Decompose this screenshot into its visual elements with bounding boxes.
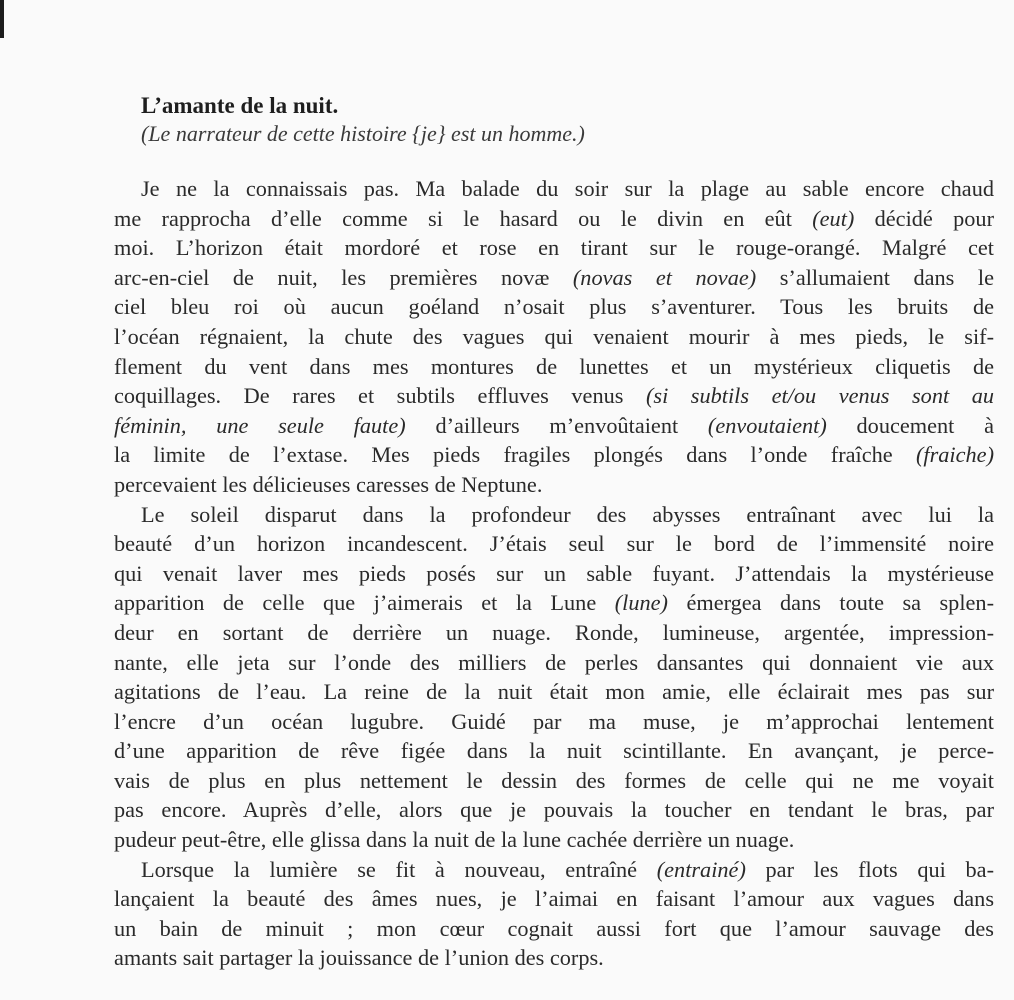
text-run: apparition de celle que j’aimerais et la Lune <box>114 590 615 616</box>
text-line <box>114 352 994 382</box>
text-line <box>114 943 994 973</box>
text-run: Le soleil disparut dans la profondeur des abysses entraînant avec lui la <box>141 501 994 527</box>
correction-note: (lune) <box>614 590 668 616</box>
text-run: ciel bleu roi où aucun goéland n’osait plus s’aventurer. Tous les bruits de <box>114 294 994 320</box>
text-line <box>114 648 994 678</box>
text-line <box>114 411 994 441</box>
text-run: pas encore. Auprès d’elle, alors que je pouvais la toucher en tendant le bras, par <box>114 797 994 823</box>
correction-note: (fraiche) <box>915 442 994 468</box>
text-run: la limite de l’extase. Mes pieds fragiles plongés dans l’onde fraîche <box>114 442 916 468</box>
text-line <box>114 884 994 914</box>
text-run: un bain de minuit ; mon cœur cognait aussi fort que l’amour sauvage des <box>114 915 994 941</box>
text-run: amants sait partager la jouissance de l’union des corps. <box>114 945 604 971</box>
text-run: vais de plus en plus nettement le dessin des formes de celle qui ne me voyait <box>114 767 994 793</box>
correction-note: féminin, une seule faute) <box>114 412 406 438</box>
scan-edge-mark <box>0 0 4 38</box>
text-run: par les flots qui ba- <box>745 856 995 882</box>
correction-note: (si subtils et/ou venus sont au <box>645 383 995 409</box>
text-line <box>114 174 994 204</box>
text-line <box>114 795 994 825</box>
correction-note: (entrainé) <box>656 856 746 882</box>
text-run: me rapprocha d’elle comme si le hasard ou le divin en eût <box>114 205 813 231</box>
text-run: lançaient la beauté des âmes nues, je l’aimai en faisant l’amour aux vagues dans <box>114 886 994 912</box>
correction-note: (eut) <box>812 205 855 231</box>
text-run: l’océan régnaient, la chute des vagues qui venaient mourir à mes pieds, le sif- <box>114 323 994 349</box>
paragraph <box>114 174 994 500</box>
text-run: d’ailleurs m’envoûtaient <box>405 412 708 438</box>
text-line <box>114 322 994 352</box>
text-line <box>114 677 994 707</box>
text-run: doucement à <box>826 412 994 438</box>
text-run: agitations de l’eau. La reine de la nuit était mon amie, elle éclairait mes pas sur <box>114 679 994 705</box>
text-run: coquillages. De rares et subtils effluves venus <box>114 383 646 409</box>
text-line <box>114 707 994 737</box>
paragraph <box>114 500 994 855</box>
text-run: flement du vent dans mes montures de lunettes et un mystérieux cliquetis de <box>114 353 994 379</box>
text-run: d’une apparition de rêve figée dans la nuit scintillante. En avançant, je perce- <box>114 738 994 764</box>
text-line <box>114 440 994 470</box>
document-page <box>114 92 994 973</box>
text-run: Lorsque la lumière se fit à nouveau, entraîné <box>141 856 657 882</box>
text-line <box>114 381 994 411</box>
text-run: s’allumaient dans le <box>756 264 994 290</box>
text-run: décidé pour <box>854 205 994 231</box>
text-line <box>114 559 994 589</box>
story-body <box>114 174 994 973</box>
text-line <box>114 500 994 530</box>
text-line <box>114 618 994 648</box>
text-line <box>114 736 994 766</box>
text-line <box>114 529 994 559</box>
text-line <box>114 855 994 885</box>
text-run: Je ne la connaissais pas. Ma balade du soir sur la plage au sable encore chaud <box>141 176 994 201</box>
text-line <box>114 825 994 855</box>
story-subtitle: (Le narrateur de cette histoire {je} est un homme.) <box>141 121 585 146</box>
text-run: nante, elle jeta sur l’onde des milliers de perles dansantes qui donnaient vie aux <box>114 649 994 675</box>
text-line <box>114 588 994 618</box>
story-title: L’amante de la nuit. <box>141 93 339 118</box>
text-line <box>114 766 994 796</box>
text-line <box>114 914 994 944</box>
text-run: beauté d’un horizon incandescent. J’étais seul sur le bord de l’immensité noire <box>114 531 994 557</box>
text-run: moi. L’horizon était mordoré et rose en tirant sur le rouge-orangé. Malgré cet <box>114 235 994 261</box>
text-run: émergea dans toute sa splen- <box>667 590 994 616</box>
correction-note: (novas et novae) <box>572 264 757 290</box>
text-line <box>114 204 994 234</box>
correction-note: (envoutaient) <box>707 412 827 438</box>
text-run: qui venait laver mes pieds posés sur un sable fuyant. J’attendais la mystérieuse <box>114 560 994 586</box>
text-line <box>114 470 994 500</box>
paragraph <box>114 855 994 973</box>
text-run: percevaient les délicieuses caresses de Neptune. <box>114 471 543 497</box>
text-line <box>114 263 994 293</box>
text-run: l’encre d’un océan lugubre. Guidé par ma muse, je m’approchai lentement <box>114 708 994 734</box>
text-run: deur en sortant de derrière un nuage. Ronde, lumineuse, argentée, impression- <box>114 619 994 645</box>
text-run: arc-en-ciel de nuit, les premières novæ <box>114 264 573 290</box>
text-line <box>114 292 994 322</box>
text-line <box>114 233 994 263</box>
text-run: pudeur peut-être, elle glissa dans la nuit de la lune cachée derrière un nuage. <box>114 827 795 853</box>
